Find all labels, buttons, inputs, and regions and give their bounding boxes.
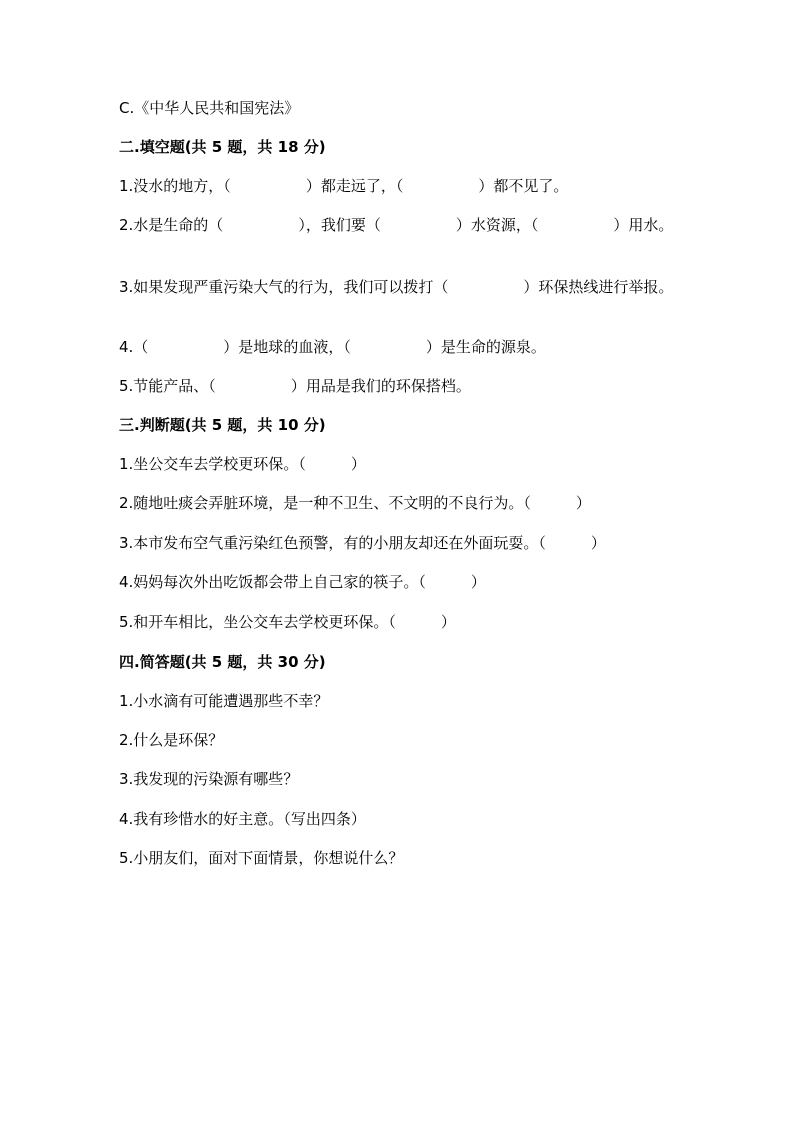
answer-item-1: 1.小水滴有可能遭遇那些不幸？ xyxy=(119,692,329,710)
option-c: C.《中华人民共和国宪法》 xyxy=(119,99,300,117)
answer-item-5: 5.小朋友们，面对下面情景，你想说什么？ xyxy=(119,849,404,867)
judge-item-3: 3.本市发布空气重污染红色预警，有的小朋友却还在外面玩耍。（ ） xyxy=(119,534,606,552)
judge-item-5: 5.和开车相比，坐公交车去学校更环保。（ ） xyxy=(119,613,456,631)
answer-item-3: 3.我发现的污染源有哪些？ xyxy=(119,770,299,788)
answer-item-2: 2.什么是环保？ xyxy=(119,731,224,749)
section4-heading: 四.简答题(共 5 题，共 30 分) xyxy=(119,653,326,671)
judge-item-4: 4.妈妈每次外出吃饭都会带上自己家的筷子。（ ） xyxy=(119,573,486,591)
fill-item-1: 1.没水的地方，（ ）都走远了，（ ）都不见了。 xyxy=(119,177,569,195)
fill-item-5: 5.节能产品、（ ）用品是我们的环保搭档。 xyxy=(119,377,471,395)
section3-heading: 三.判断题(共 5 题，共 10 分) xyxy=(119,416,326,434)
section2-heading: 二.填空题(共 5 题，共 18 分) xyxy=(119,138,326,156)
judge-item-1: 1.坐公交车去学校更环保。（ ） xyxy=(119,455,366,473)
answer-item-4: 4.我有珍惜水的好主意。（写出四条） xyxy=(119,810,366,828)
judge-item-2: 2.随地吐痰会弄脏环境，是一种不卫生、不文明的不良行为。（ ） xyxy=(119,494,591,512)
fill-item-4: 4.（ ）是地球的血液，（ ）是生命的源泉。 xyxy=(119,338,546,356)
fill-item-2: 2.水是生命的（ ），我们要（ ）水资源，（ ）用水。 xyxy=(119,216,674,234)
fill-item-3: 3.如果发现严重污染大气的行为，我们可以拨打（ ）环保热线进行举报。 xyxy=(119,278,674,296)
